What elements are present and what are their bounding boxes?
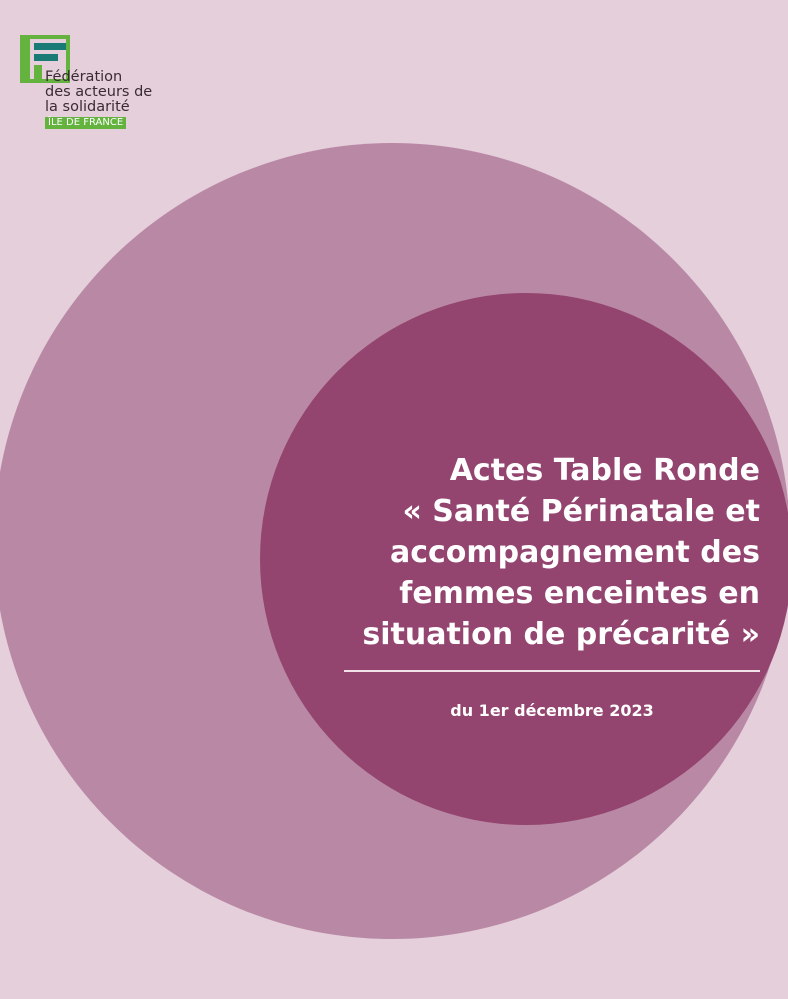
logo-text [45,70,152,115]
title-line: situation de précarité » [362,617,760,652]
title-divider [344,670,760,672]
title-line: accompagnement des [389,535,760,570]
logo-text-line: des acteurs de [45,84,153,100]
title-line: « Santé Périnatale et [402,494,760,529]
logo-text-line: Fédération [45,69,123,85]
logo-text-line: la solidarité [45,99,130,115]
document-title [330,450,760,655]
logo-region-badge: ÎLE DE FRANCE [45,117,126,129]
document-date: du 1er décembre 2023 [450,701,654,720]
title-line: Actes Table Ronde [449,453,760,488]
title-line: femmes enceintes en [399,576,760,611]
